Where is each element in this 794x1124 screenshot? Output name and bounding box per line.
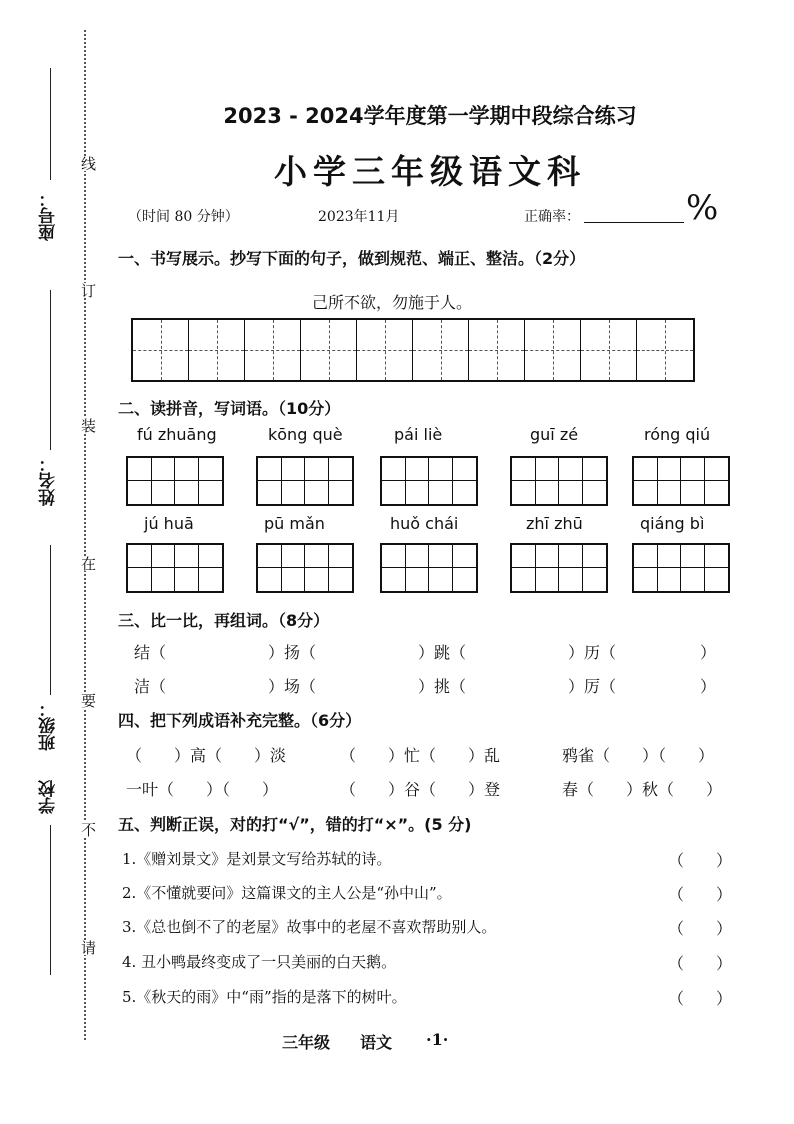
margin-char: 订	[79, 283, 97, 298]
judge-question: 3.《总也倒不了的老屋》故事中的老屋不喜欢帮助别人。	[122, 918, 497, 936]
section-3-heading: 三、比一比，再组词。（8分）	[118, 611, 330, 630]
seat-label: 座号：	[39, 190, 59, 241]
compare-item: 洁（	[134, 677, 167, 696]
section-1-heading: 一、书写展示。抄写下面的句子，做到规范、端正、整洁。（2分）	[118, 249, 586, 268]
word-writing-box[interactable]	[256, 543, 354, 593]
pinyin-label: guī zé	[530, 425, 579, 444]
pinyin-label: róng qiú	[644, 425, 711, 444]
pinyin-label: zhī zhū	[526, 514, 583, 533]
pinyin-label: kōng què	[268, 425, 343, 444]
margin-char: 装	[79, 418, 97, 433]
idiom-item: 一叶（ ）（ ）	[126, 780, 279, 799]
compare-item: ）历（	[568, 643, 617, 662]
word-writing-box[interactable]	[632, 456, 730, 506]
pinyin-label: huǒ chái	[390, 514, 459, 533]
word-writing-box[interactable]	[126, 456, 224, 506]
name-rule	[50, 290, 51, 450]
idiom-item: 鸦雀（ ）（ ）	[562, 746, 715, 765]
compare-item: ）跳（	[418, 643, 467, 662]
footer-subject: 语文	[360, 1033, 393, 1052]
judge-question: 2.《不懂就要问》这篇课文的主人公是“孙中山”。	[122, 884, 452, 902]
pinyin-label: qiáng bì	[640, 514, 705, 533]
pinyin-label: jú huā	[144, 514, 194, 533]
margin-char: 请	[79, 940, 97, 955]
answer-parentheses[interactable]: （ ）	[668, 919, 733, 938]
copy-sentence: 己所不欲，勿施于人。	[312, 293, 473, 312]
compare-item: ）厉（	[568, 677, 617, 696]
word-writing-box[interactable]	[632, 543, 730, 593]
class-rule	[50, 545, 51, 695]
answer-parentheses[interactable]: （ ）	[668, 885, 733, 904]
exam-subject-title: 小学三年级语文科	[274, 152, 586, 191]
margin-char: 要	[79, 693, 97, 708]
answer-parentheses[interactable]: （ ）	[668, 989, 733, 1008]
exam-time: （时间 80 分钟）	[128, 209, 239, 225]
page-number: ·1·	[426, 1030, 449, 1049]
exam-date: 2023年11月	[318, 209, 400, 225]
word-writing-box[interactable]	[380, 456, 478, 506]
margin-char: 线	[79, 156, 97, 171]
idiom-item: （ ）谷（ ）登	[340, 780, 501, 799]
section-5-heading: 五、判断正误，对的打“√”，错的打“×”。(5 分)	[118, 815, 472, 834]
footer-grade: 三年级	[282, 1033, 331, 1052]
compare-item: 结（	[134, 643, 167, 662]
word-writing-box[interactable]	[256, 456, 354, 506]
answer-parentheses[interactable]: （ ）	[668, 954, 733, 973]
name-label: 姓名：	[39, 455, 59, 506]
word-writing-box[interactable]	[510, 456, 608, 506]
judge-question: 1.《赠刘景文》是刘景文写给苏轼的诗。	[122, 850, 392, 868]
compare-item: ）扬（	[268, 643, 317, 662]
pinyin-label: pái liè	[394, 425, 443, 444]
judge-question: 4. 丑小鸭最终变成了一只美丽的白天鹅。	[122, 953, 397, 971]
pinyin-label: pū mǎn	[264, 514, 325, 533]
margin-char: 在	[79, 556, 97, 571]
accuracy-blank	[584, 222, 684, 223]
compare-item: ）场（	[268, 677, 317, 696]
idiom-item: （ ）忙（ ）乱	[340, 746, 501, 765]
pinyin-label: fú zhuāng	[137, 425, 217, 444]
answer-parentheses[interactable]: （ ）	[668, 851, 733, 870]
compare-item: ）	[700, 643, 717, 662]
class-label: 班级：	[39, 700, 59, 751]
judge-question: 5.《秋天的雨》中“雨”指的是落下的树叶。	[122, 988, 407, 1006]
margin-char: 不	[79, 822, 97, 837]
word-writing-box[interactable]	[380, 543, 478, 593]
copy-writing-grid[interactable]	[131, 318, 695, 382]
school-label: 学校	[39, 780, 59, 814]
section-2-heading: 二、读拼音，写词语。（10分）	[118, 399, 341, 418]
exam-title: 2023 - 2024学年度第一学期中段综合练习	[223, 104, 637, 128]
accuracy-label: 正确率：	[524, 209, 580, 225]
idiom-item: 春（ ）秋（ ）	[562, 780, 723, 799]
word-writing-box[interactable]	[126, 543, 224, 593]
section-4-heading: 四、把下列成语补充完整。（6分）	[118, 711, 362, 730]
compare-item: ）	[700, 677, 717, 696]
idiom-item: （ ）高（ ）淡	[126, 746, 287, 765]
compare-item: ）挑（	[418, 677, 467, 696]
school-rule	[50, 825, 51, 975]
word-writing-box[interactable]	[510, 543, 608, 593]
percent-sign: %	[686, 188, 719, 228]
